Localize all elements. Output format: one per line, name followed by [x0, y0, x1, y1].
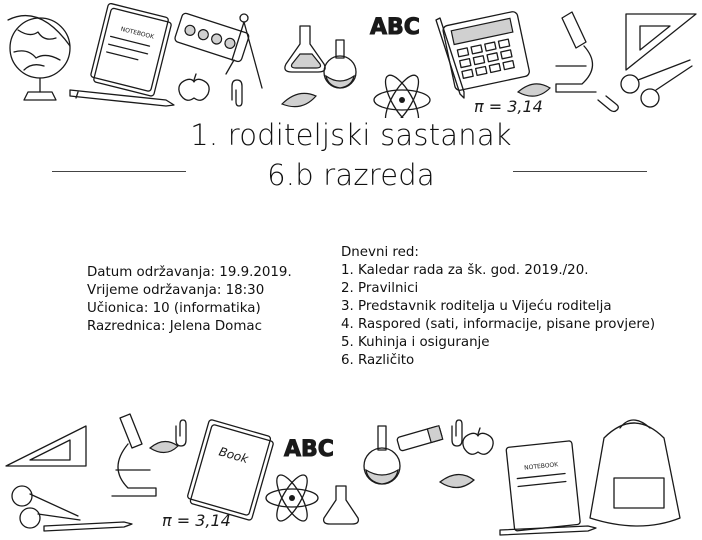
paperclip-icon — [232, 80, 242, 106]
set-square-icon — [6, 426, 86, 466]
scissors-icon — [12, 486, 80, 528]
flask-icon — [324, 486, 359, 524]
pencil-icon — [44, 522, 132, 531]
notebook-label: NOTEBOOK — [523, 461, 559, 472]
agenda — [341, 244, 655, 370]
notebook-label: NOTEBOOK — [119, 25, 155, 41]
leaf-icon — [518, 84, 550, 96]
paperclip-icon — [598, 96, 618, 112]
microscope-icon — [556, 12, 596, 92]
globe-icon — [8, 16, 70, 100]
flask-icon — [285, 26, 325, 72]
leaf-icon — [440, 474, 474, 487]
abc-letters: ABC — [370, 15, 420, 40]
abc-letters: ABC — [284, 437, 334, 462]
book-label: Book — [217, 444, 250, 467]
leaf-icon — [282, 93, 316, 106]
abc-letters-icon — [370, 15, 420, 40]
apple-icon — [463, 428, 493, 454]
round-flask-icon — [324, 40, 356, 88]
agenda-item: 2. Pravilnici — [341, 281, 419, 296]
leaf-icon — [150, 441, 178, 452]
title-line-1: 1. roditeljski sastanak — [190, 118, 512, 152]
title-line-2: 6.b razreda — [267, 158, 435, 192]
top-doodle-banner — [0, 0, 702, 118]
meeting-date: Datum održavanja: 19.9.2019. — [87, 265, 292, 280]
agenda-item: 6. Različito — [341, 353, 415, 368]
notebook-icon — [506, 441, 580, 531]
notebook-icon — [89, 3, 172, 97]
agenda-item: 4. Raspored (sati, informacije, pisane provjere) — [341, 317, 656, 332]
marker-icon — [397, 426, 443, 452]
pi-formula: π = 3,14 — [474, 97, 543, 116]
apple-icon — [179, 74, 209, 100]
round-flask-icon — [364, 426, 400, 484]
meeting-info — [87, 264, 292, 336]
microscope-icon — [112, 414, 156, 496]
meeting-time: Vrijeme održavanja: 18:30 — [87, 283, 265, 298]
pencil-icon — [70, 90, 174, 106]
agenda-item: 1. Kaledar rada za šk. god. 2019./20. — [341, 263, 589, 278]
agenda-item: 5. Kuhinja i osiguranje — [341, 335, 490, 350]
atom-icon — [266, 471, 318, 525]
agenda-item: 3. Predstavnik roditelja u Vijeću roditelja — [341, 299, 612, 314]
book-icon — [186, 419, 275, 520]
paint-tray-icon — [174, 12, 250, 62]
paperclip-icon — [176, 420, 186, 446]
class-teacher: Razrednica: Jelena Domac — [87, 319, 262, 334]
paperclip-icon — [452, 420, 462, 446]
backpack-icon — [590, 420, 680, 526]
scissors-icon — [621, 60, 692, 107]
bottom-doodle-banner — [0, 408, 702, 540]
agenda-heading: Dnevni red: — [341, 245, 419, 260]
atom-icon — [374, 71, 430, 118]
meeting-room: Učionica: 10 (informatika) — [87, 301, 261, 316]
pi-formula: π = 3,14 — [162, 511, 231, 530]
